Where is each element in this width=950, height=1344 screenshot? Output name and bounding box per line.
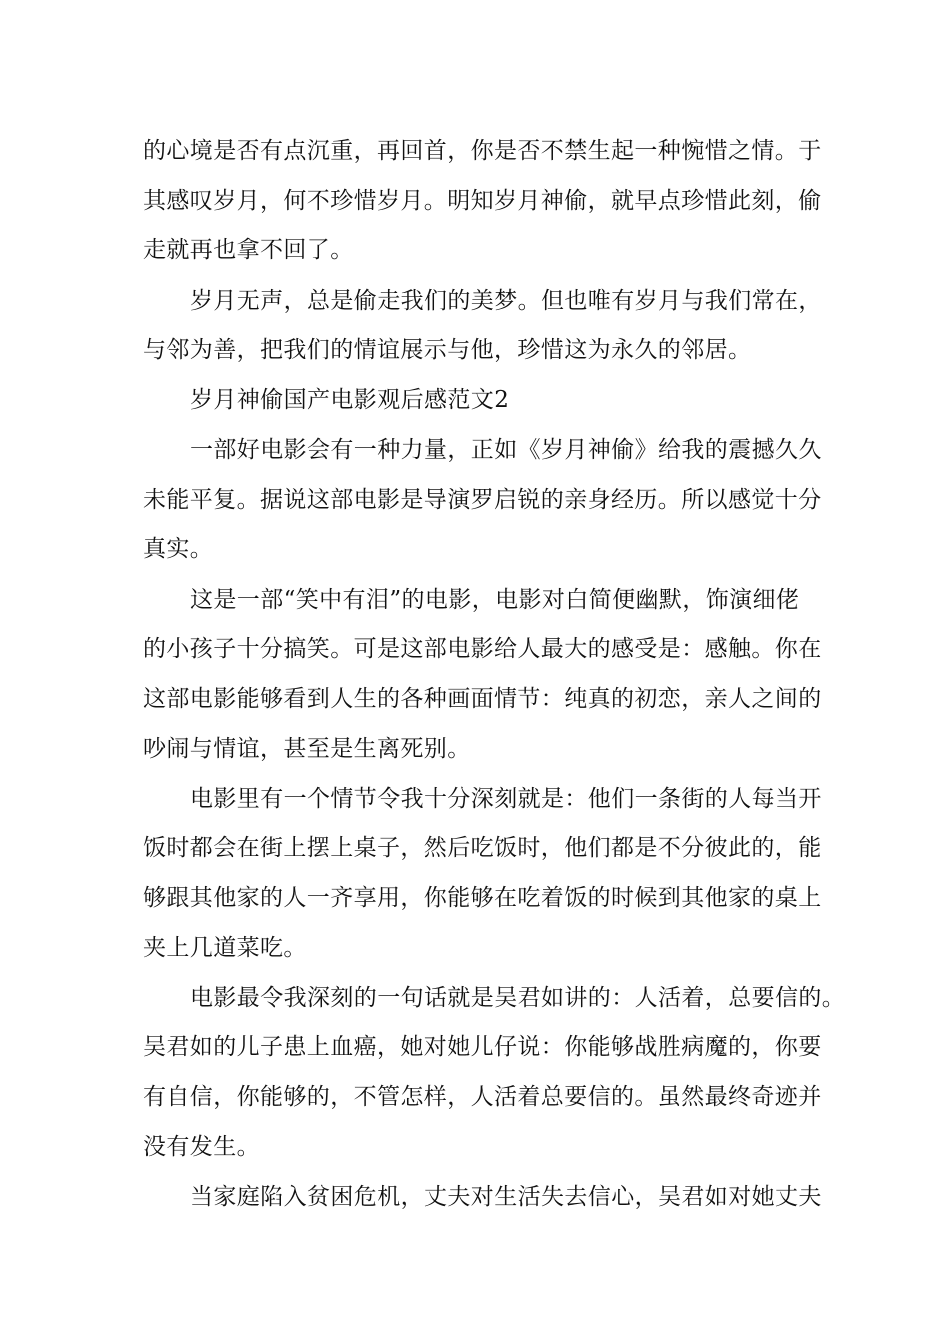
text-line-12: 这部电影能够看到人生的各种画面情节：纯真的初恋，亲人之间的 [143, 686, 822, 712]
text-line-9: 真实。 [143, 536, 214, 562]
text-line-18: 电影最令我深刻的一句话就是吴君如讲的：人活着，总要信的。 [190, 985, 846, 1011]
text-line-8: 未能平复。据说这部电影是导演罗启锐的亲身经历。所以感觉十分 [143, 487, 822, 513]
text-line-10: 这是一部“笑中有泪”的电影，电影对白简便幽默，饰演细佬 [190, 587, 800, 613]
text-line-20: 有自信，你能够的，不管怎样，人活着总要信的。虽然最终奇迹并 [143, 1084, 822, 1110]
text-line-19: 吴君如的儿子患上血癌，她对她儿仔说：你能够战胜病魔的，你要 [143, 1034, 822, 1060]
section-heading: 岁月神偷国产电影观后感范文2 [190, 387, 510, 413]
text-line-11: 的小孩子十分搞笑。可是这部电影给人最大的感受是：感触。你在 [143, 636, 822, 662]
text-line-4: 岁月无声，总是偷走我们的美梦。但也唯有岁月与我们常在， [190, 288, 822, 314]
text-line-7: 一部好电影会有一种力量，正如《岁月神偷》给我的震撼久久 [190, 437, 822, 463]
text-line-5: 与邻为善，把我们的情谊展示与他，珍惜这为永久的邻居。 [143, 337, 752, 363]
text-line-13: 吵闹与情谊，甚至是生离死别。 [143, 736, 471, 762]
text-line-14: 电影里有一个情节令我十分深刻就是：他们一条街的人每当开 [190, 786, 822, 812]
text-line-22: 当家庭陷入贫困危机，丈夫对生活失去信心，吴君如对她丈夫 [190, 1184, 822, 1210]
text-line-3: 走就再也拿不回了。 [143, 237, 354, 263]
text-line-17: 夹上几道菜吃。 [143, 935, 307, 961]
text-line-16: 够跟其他家的人一齐享用，你能够在吃着饭的时候到其他家的桌上 [143, 885, 822, 911]
text-line-21: 没有发生。 [143, 1134, 260, 1160]
text-line-15: 饭时都会在街上摆上桌子，然后吃饭时，他们都是不分彼此的，能 [143, 835, 822, 861]
text-line-2: 其感叹岁月，何不珍惜岁月。明知岁月神偷，就早点珍惜此刻，偷 [143, 188, 822, 214]
text-line-1: 的心境是否有点沉重，再回首，你是否不禁生起一种惋惜之情。于 [143, 138, 822, 164]
